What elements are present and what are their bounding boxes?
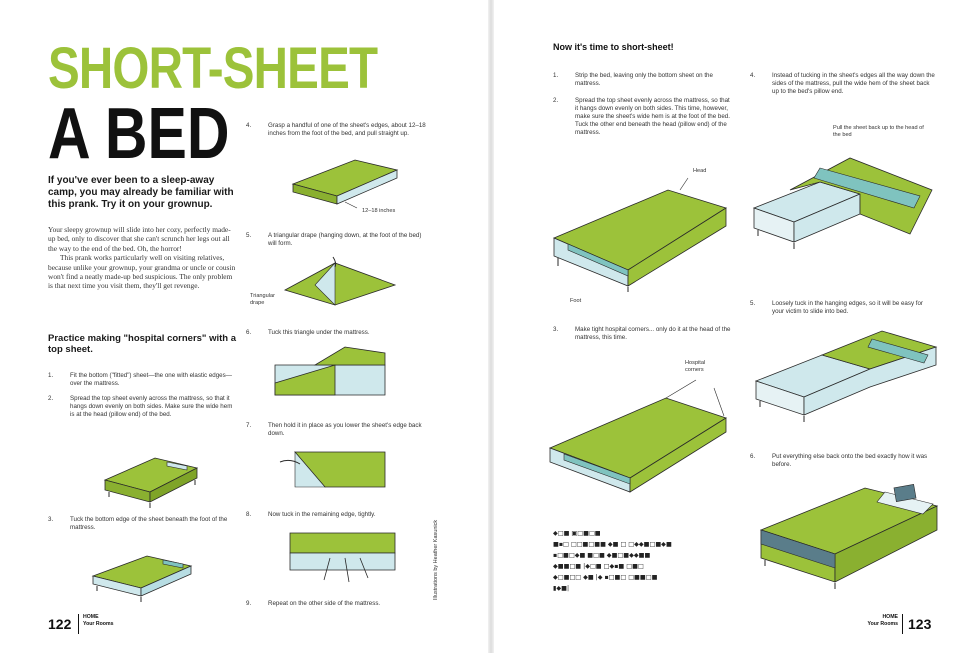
label-inches: 12–18 inches bbox=[362, 208, 396, 214]
left-step-9 bbox=[246, 600, 426, 608]
symbol-line: ◆■■□■ |◆□■ □◆▪■ □■□ bbox=[553, 563, 644, 570]
right-folio-rule bbox=[902, 614, 903, 634]
left-step-4 bbox=[246, 122, 426, 138]
bed-illustration-short-sheet-5 bbox=[752, 325, 942, 435]
title-line-2: A BED bbox=[48, 94, 230, 174]
step-number: 3. bbox=[48, 516, 54, 523]
step-number: 9. bbox=[246, 600, 252, 607]
step-number: 7. bbox=[246, 422, 252, 429]
step-text: Repeat on the other side of the mattress. bbox=[268, 600, 381, 607]
symbol-line: ▮◆■| bbox=[553, 585, 570, 592]
symbol-line: ■▪□ □□■□■■ ◆■ □ □◆◆■□■◆■ bbox=[553, 541, 672, 548]
step-text: Then hold it in place as you lower the sheet's edge back down. bbox=[268, 422, 422, 437]
step-text: Tuck the bottom edge of the sheet beneath the foot of the mattress. bbox=[70, 516, 228, 531]
right-folio-section bbox=[866, 614, 898, 628]
right-heading: Now it's time to short-sheet! bbox=[553, 42, 674, 52]
step-number: 2. bbox=[553, 97, 559, 104]
symbol-text-block bbox=[553, 528, 738, 594]
step-text: Now tuck in the remaining edge, tightly. bbox=[268, 511, 376, 518]
symbol-line: ◆□■□□ ◆■ |◆ ▪□■□ □■■□■ bbox=[553, 574, 658, 581]
left-step-8 bbox=[246, 511, 426, 519]
step-number: 1. bbox=[553, 72, 559, 79]
symbol-line: ▪□■□◆■ ■□■ ◆■□■◆◆■■ bbox=[553, 552, 651, 559]
symbol-line: ◆□■ ▣□■□■ bbox=[553, 530, 601, 537]
body-paragraph-2: This prank works particularly well on visiting relatives, because unlike your grownup, your grandma or uncle or cousin won't find a neatly made-up bed suspicious. The only problem is that next time you visit them, they'll get revenge. bbox=[48, 253, 236, 291]
left-folio-rule bbox=[78, 614, 79, 634]
step-number: 5. bbox=[750, 300, 756, 307]
step-number: 2. bbox=[48, 395, 54, 402]
step-text: Loosely tuck in the hanging edges, so it will be easy for your victim to slide into bed. bbox=[772, 300, 923, 315]
step-text: Fit the bottom ("fitted") sheet—the one with elastic edges—over the mattress. bbox=[70, 372, 232, 387]
practice-subhead: Practice making "hospital corners" with a top sheet. bbox=[48, 333, 236, 355]
step-text: Strip the bed, leaving only the bottom sheet on the mattress. bbox=[575, 72, 713, 87]
bed-illustration-step4 bbox=[285, 150, 405, 215]
right-step-5 bbox=[750, 300, 935, 316]
left-step-1 bbox=[48, 372, 233, 388]
label-hospital-corners: Hospital corners bbox=[685, 360, 706, 373]
right-step-1 bbox=[553, 72, 733, 88]
label-head: Head bbox=[693, 168, 707, 174]
step-number: 5. bbox=[246, 232, 252, 239]
step-number: 6. bbox=[750, 453, 756, 460]
step-text: Grasp a handful of one of the sheet's edges, about 12–18 inches from the foot of the bed, and pull straight up. bbox=[268, 122, 426, 137]
right-page-number: 123 bbox=[908, 616, 932, 632]
bed-illustration-step2 bbox=[95, 440, 205, 510]
left-step-3 bbox=[48, 516, 233, 532]
step-number: 4. bbox=[246, 122, 252, 129]
step-text: Spread the top sheet evenly across the mattress, so that it hangs down evenly on both sides. Make sure the wide hem is at the head (pillow end) of the bed. bbox=[70, 395, 233, 418]
label-foot: Foot bbox=[570, 298, 582, 304]
illustration-credit: Illustrations by Heather Kasunick bbox=[433, 519, 439, 600]
step-number: 1. bbox=[48, 372, 54, 379]
bed-illustration-made-bed bbox=[755, 478, 945, 593]
step-text: Put everything else back onto the bed exactly how it was before. bbox=[772, 453, 928, 468]
bed-illustration-short-sheet-1 bbox=[548, 178, 738, 293]
tuck-triangle-illustration bbox=[275, 345, 405, 405]
bed-illustration-short-sheet-4 bbox=[750, 150, 940, 270]
left-step-7 bbox=[246, 422, 426, 438]
body-paragraph-1: Your sleepy grownup will slide into her cozy, perfectly made-up bed, only to discover that she can't scrunch her legs out all the way to the end of the bed. Oh, the horror! bbox=[48, 225, 231, 253]
right-folio-section-name: HOME bbox=[882, 614, 898, 620]
body-text bbox=[48, 225, 238, 291]
step-number: 4. bbox=[750, 72, 756, 79]
title-line-1: SHORT-SHEET bbox=[48, 36, 378, 101]
right-step-3 bbox=[553, 326, 733, 342]
sheet-drape-illustration bbox=[275, 255, 405, 315]
label-pull-sheet: Pull the sheet back up to the head of the bed bbox=[833, 125, 924, 138]
step-number: 8. bbox=[246, 511, 252, 518]
step-number: 6. bbox=[246, 329, 252, 336]
left-page-number: 122 bbox=[48, 616, 72, 632]
step-number: 3. bbox=[553, 326, 559, 333]
right-folio-subsection: Your Rooms bbox=[867, 621, 898, 627]
left-step-6 bbox=[246, 329, 426, 337]
step-text: Tuck this triangle under the mattress. bbox=[268, 329, 370, 336]
bed-illustration-short-sheet-3 bbox=[546, 378, 736, 498]
intro-text: If you've ever been to a sleep-away camp, you may already be familiar with this prank. Try it on your grownup. bbox=[48, 175, 234, 210]
label-triangular-drape: Triangular drape bbox=[250, 293, 275, 306]
right-step-2 bbox=[553, 97, 733, 137]
step-text: Spread the top sheet evenly across the mattress, so that it hangs down evenly on both sides. This time, however, make sure the sheet's wide hem is at the foot of the bed. Tuck the other end beneath the head (pillow end) of the mattress. bbox=[575, 97, 730, 136]
page-gutter bbox=[488, 0, 494, 653]
step-text: Make tight hospital corners... only do it at the head of the mattress, this time. bbox=[575, 326, 731, 341]
right-step-6 bbox=[750, 453, 935, 469]
lower-edge-illustration bbox=[275, 442, 405, 502]
step-text: A triangular drape (hanging down, at the foot of the bed) will form. bbox=[268, 232, 422, 247]
step-text: Instead of tucking in the sheet's edges all the way down the sides of the mattress, pull the wide hem of the sheet back up to the bed's pillow end. bbox=[772, 72, 935, 95]
left-step-5 bbox=[246, 232, 426, 248]
left-folio-subsection: Your Rooms bbox=[83, 621, 114, 627]
right-step-4 bbox=[750, 72, 935, 96]
left-folio-section bbox=[83, 614, 113, 628]
left-step-2 bbox=[48, 395, 233, 419]
tuck-edge-illustration bbox=[285, 528, 405, 588]
left-folio-section-name: HOME bbox=[83, 614, 99, 620]
bed-illustration-step3 bbox=[85, 540, 200, 605]
